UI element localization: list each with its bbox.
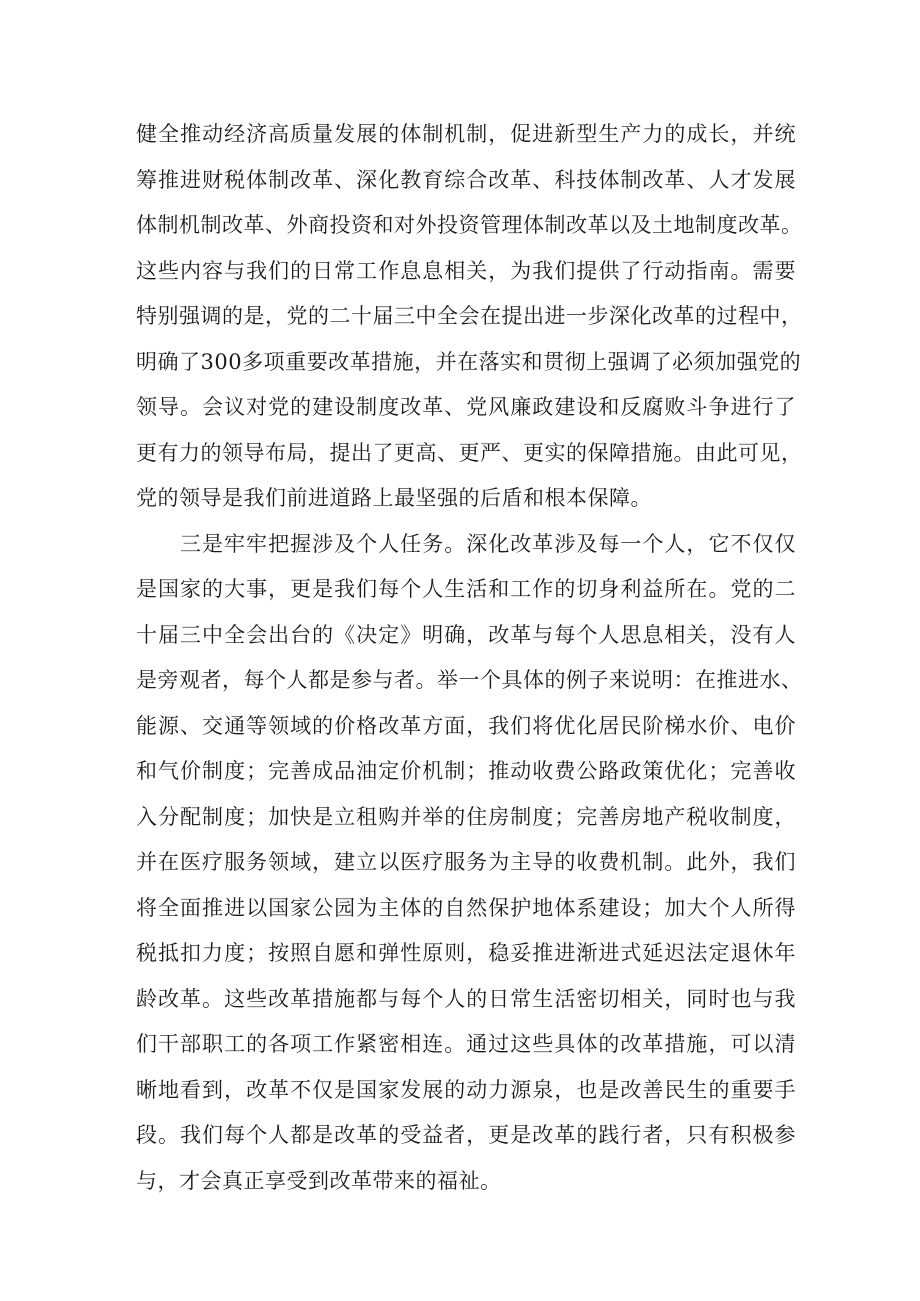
text-line: 税抵扣力度；按照自愿和弹性原则，稳妥推进渐进式延迟法定退休年 <box>136 941 796 965</box>
text-line: 筹推进财税体制改革、深化教育综合改革、科技体制改革、人才发展 <box>136 167 796 192</box>
text-line: 健全推动经济高质量发展的体制机制，促进新型生产力的成长，并统 <box>136 122 796 146</box>
text-line: 将全面推进以国家公园为主体的自然保护地体系建设；加大个人所得 <box>136 895 796 920</box>
paragraph-first-line: 三是牢牢把握涉及个人任务。深化改革涉及每一个人，它不仅仅 <box>180 531 796 556</box>
text-line: 特别强调的是，党的二十届三中全会在提出进一步深化改革的过程中， <box>136 304 803 328</box>
text-line: 领导。会议对党的建设制度改革、党风廉政建设和反腐败斗争进行了 <box>136 395 796 419</box>
text-line: 是国家的大事，更是我们每个人生活和工作的切身利益所在。党的二 <box>136 577 796 601</box>
document-body <box>136 112 803 1204</box>
text-line: 能源、交通等领域的价格改革方面，我们将优化居民阶梯水价、电价 <box>136 713 796 738</box>
text-line: 并在医疗服务领域，建立以医疗服务为主导的收费机制。此外，我们 <box>136 850 796 874</box>
text-line: 入分配制度；加快是立租购并举的住房制度；完善房地产税收制度， <box>136 804 796 829</box>
text-line: 是旁观者，每个人都是参与者。举一个具体的例子来说明：在推进水、 <box>136 668 803 692</box>
text-line: 党的领导是我们前进道路上最坚强的后盾和根本保障。 <box>136 486 652 510</box>
text-line: 十届三中全会出台的《决定》明确，改革与每个人思息相关，没有人 <box>136 622 796 647</box>
text-line: 体制机制改革、外商投资和对外投资管理体制改革以及土地制度改革。 <box>136 213 803 237</box>
text-line: 这些内容与我们的日常工作息息相关，为我们提供了行动指南。需要 <box>136 258 796 283</box>
text-line: 与，才会真正享受到改革带来的福祉。 <box>136 1168 502 1193</box>
text-line: 明确了300多项重要改革措施，并在落实和贯彻上强调了必须加强党的 <box>136 349 802 374</box>
text-line: 更有力的领导布局，提出了更高、更严、更实的保障措施。由此可见， <box>136 440 803 465</box>
text-line: 龄改革。这些改革措施都与每个人的日常生活密切相关，同时也与我 <box>136 986 796 1011</box>
text-line: 们干部职工的各项工作紧密相连。通过这些具体的改革措施，可以清 <box>136 1032 796 1056</box>
text-line: 晰地看到，改革不仅是国家发展的动力源泉，也是改善民生的重要手 <box>136 1077 796 1102</box>
text-line: 和气价制度；完善成品油定价机制；推动收费公路政策优化；完善收 <box>136 759 796 783</box>
text-line: 段。我们每个人都是改革的受益者，更是改革的践行者，只有积极参 <box>136 1123 796 1147</box>
